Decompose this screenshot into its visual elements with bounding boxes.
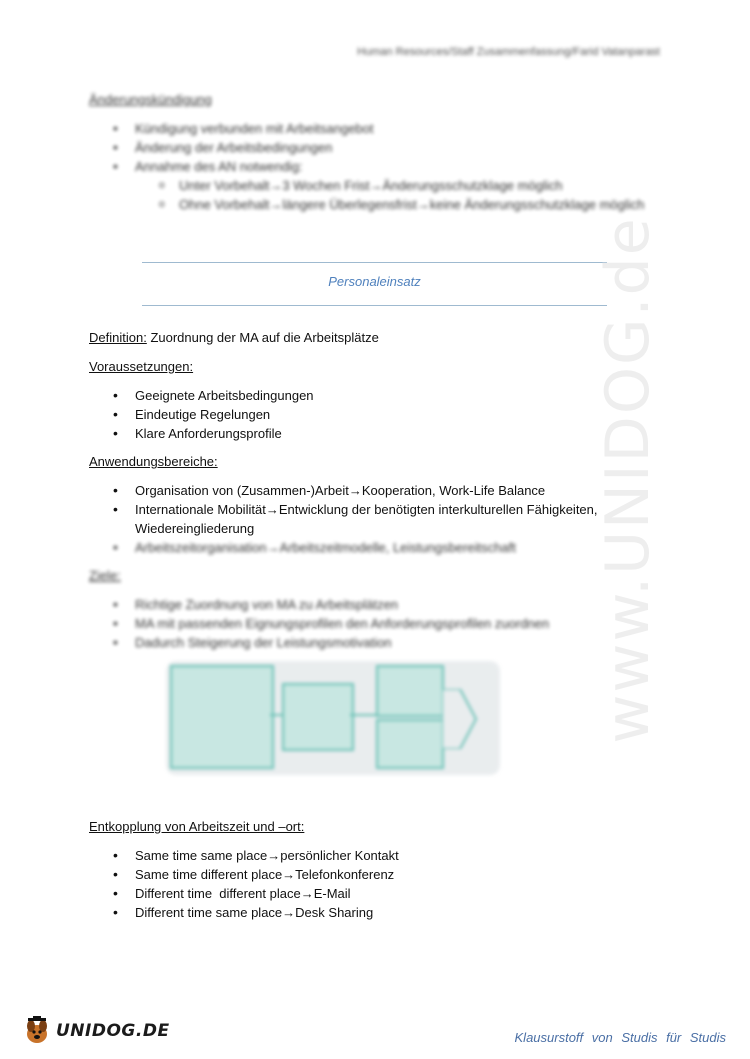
definition-section (89, 328, 649, 347)
anwendungsbereiche-section (89, 452, 649, 557)
item-text: Different time same place (135, 905, 283, 920)
aenderungskuendigung-section (89, 90, 649, 214)
section-heading: Voraussetzungen: (89, 359, 194, 374)
definition-text: Zuordnung der MA auf die Arbeitsplätze (150, 330, 379, 345)
arrow-icon: → (267, 848, 281, 863)
arrow-icon: → (282, 905, 296, 920)
divider-top (142, 262, 607, 263)
definition-label: Definition: (89, 330, 147, 345)
section-title: Personaleinsatz (328, 274, 421, 289)
diagram-arrow-icon (442, 689, 494, 749)
diagram-box (376, 719, 444, 769)
list-item: • Kündigung verbunden mit Arbeitsangebot (135, 119, 649, 138)
sub-list-item: o Unter Vorbehalt→3 Wochen Frist→Änderungsschutzklage möglich (179, 176, 649, 195)
list-item (135, 481, 649, 500)
list-item: • Geeignete Arbeitsbedingungen (135, 386, 649, 405)
list-item: • Arbeitszeitorganisation→Arbeitszeitmodelle, Leistungsbereitschaft (135, 538, 649, 557)
item-text: Same time same place (135, 848, 268, 863)
list-item: • Änderung der Arbeitsbedingungen (135, 138, 649, 157)
sub-list-item: o Ohne Vorbehalt→längere Überlegensfrist→keine Änderungsschutzklage möglich (179, 195, 649, 214)
section-heading: Änderungskündigung (89, 92, 212, 107)
list-item: • Annahme des AN notwendig: (135, 157, 649, 176)
list-item (135, 500, 649, 538)
list-item (135, 865, 649, 884)
item-text: Organisation von (Zusammen-)Arbeit (135, 483, 349, 498)
item-text: E-Mail (313, 886, 351, 901)
item-text: Desk Sharing (295, 905, 374, 920)
logo-text: UNIDOG.DE (56, 1021, 170, 1041)
unidog-logo[interactable] (22, 1016, 170, 1046)
list-item: • Dadurch Steigerung der Leistungsmotivation (135, 633, 649, 652)
list-item: • Klare Anforderungsprofile (135, 424, 649, 443)
list-item: • Eindeutige Regelungen (135, 405, 649, 424)
page-header: Human Resources/Staff Zusammenfassung/Farid Vatanparast (357, 46, 660, 58)
item-text: persönlicher Kontakt (280, 848, 399, 863)
arrow-icon: → (282, 867, 296, 882)
arrow-icon: → (300, 886, 314, 901)
process-diagram (166, 661, 500, 775)
item-text: Different time different place (135, 886, 301, 901)
item-text: Telefonkonferenz (295, 867, 395, 882)
diagram-box (170, 665, 274, 769)
arrow-icon: → (265, 502, 279, 517)
divider-bottom (142, 305, 607, 306)
voraussetzungen-section (89, 357, 649, 443)
ziele-section (89, 566, 649, 652)
item-text: Internationale Mobilität (135, 502, 266, 517)
diagram-connector-icon (270, 711, 378, 723)
list-item (135, 884, 649, 903)
list-item (135, 846, 649, 865)
item-text: Entwicklung der benötigten interkulturellen Fähigkeiten, Wiedereingliederung (135, 502, 598, 536)
list-item (135, 903, 649, 922)
diagram-box (376, 665, 444, 717)
dog-mascot-icon (22, 1016, 52, 1046)
footer-tagline: Klausurstoff von Studis für Studis (514, 1030, 726, 1045)
section-heading: Anwendungsbereiche: (89, 454, 218, 469)
section-heading: Entkopplung von Arbeitszeit und –ort: (89, 819, 305, 834)
entkopplung-section (89, 817, 649, 922)
item-text: Kooperation, Work-Life Balance (361, 483, 546, 498)
section-heading: Ziele: (89, 568, 121, 583)
list-item: • MA mit passenden Eignungsprofilen den Anforderungsprofilen zuordnen (135, 614, 649, 633)
watermark: www.UNIDOG.de (593, 216, 663, 744)
list-item: • Richtige Zuordnung von MA zu Arbeitsplätzen (135, 595, 649, 614)
arrow-icon: → (348, 483, 362, 498)
item-text: Same time different place (135, 867, 283, 882)
